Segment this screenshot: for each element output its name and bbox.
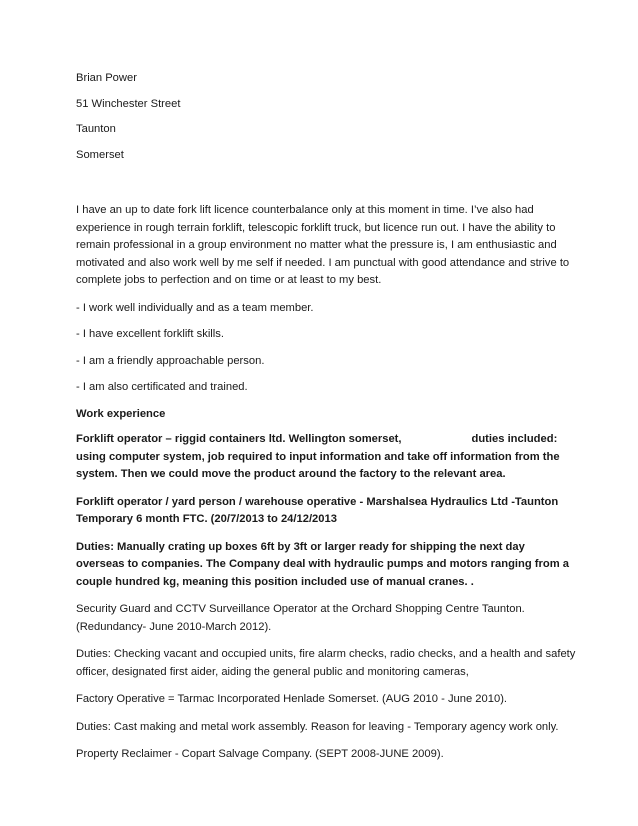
job-entry-security-guard: Security Guard and CCTV Surveillance Operator at the Orchard Shopping Centre Taunton. (Redundancy- June 2010-March 2012).: [76, 603, 525, 633]
job-duties-marshalsea: Duties: Manually crating up boxes 6ft by 3ft or larger ready for shipping the next day overseas to companies. The Company deal with hydraulic pumps and motors ranging from a couple hundred kg, meaning this position included use of manual cranes. .: [76, 540, 569, 588]
skill-item: - I am also certificated and trained.: [76, 381, 248, 393]
skills-list: [76, 300, 576, 397]
job-duties-security-guard: Duties: Checking vacant and occupied units, fire alarm checks, radio checks, and a health and safety officer, designated first aider, aiding the general public and monitoring cameras,: [76, 648, 576, 678]
skill-item: - I am a friendly approachable person.: [76, 354, 265, 367]
job-duties-label: duties: [471, 433, 505, 445]
address-town: Taunton: [76, 123, 116, 135]
skill-item: - I work well individually and as a team member.: [76, 301, 314, 314]
job-title-riggid: Forklift operator – riggid containers ltd. Wellington somerset,: [76, 433, 402, 445]
job-duties-factory-operative: Duties: Cast making and metal work assembly. Reason for leaving - Temporary agency work only.: [76, 720, 559, 733]
address-block: [76, 70, 576, 164]
address-county: Somerset: [76, 148, 124, 161]
job-entry-factory-operative: Factory Operative = Tarmac Incorporated Henlade Somerset. (AUG 2010 - June 2010).: [76, 693, 508, 705]
candidate-name: Brian Power: [76, 72, 137, 84]
job-entry-marshalsea: Forklift operator / yard person / warehouse operative - Marshalsea Hydraulics Ltd -Taunton Temporary 6 month FTC. (20/7/2013 to 24/12/2013: [76, 495, 559, 525]
profile-paragraph: I have an up to date fork lift licence counterbalance only at this moment in time. I’ve also had experience in rough terrain forklift, telescopic forklift truck, but licence run out. I have the ability to remain professional in a group environment no matter what the pressure is, I am enthusiastic and motivated and also work well by me self if needed. I am punctual with good attendance and strive to complete jobs to perfection and on time or at least to my best.: [76, 204, 570, 286]
job-entry-riggid: [76, 431, 576, 484]
job-duties-riggid: included: using computer system, job required to input information and take off information from the system. Then we could move the product around the factory to the relevant area.: [76, 433, 560, 480]
work-experience-list: [76, 431, 576, 764]
cv-document: [76, 70, 576, 774]
work-experience-heading: Work experience: [76, 407, 166, 420]
skill-item: - I have excellent forklift skills.: [76, 328, 224, 340]
address-street: 51 Winchester Street: [76, 97, 181, 110]
job-entry-property-reclaimer: Property Reclaimer - Copart Salvage Company. (SEPT 2008-JUNE 2009).: [76, 748, 444, 760]
